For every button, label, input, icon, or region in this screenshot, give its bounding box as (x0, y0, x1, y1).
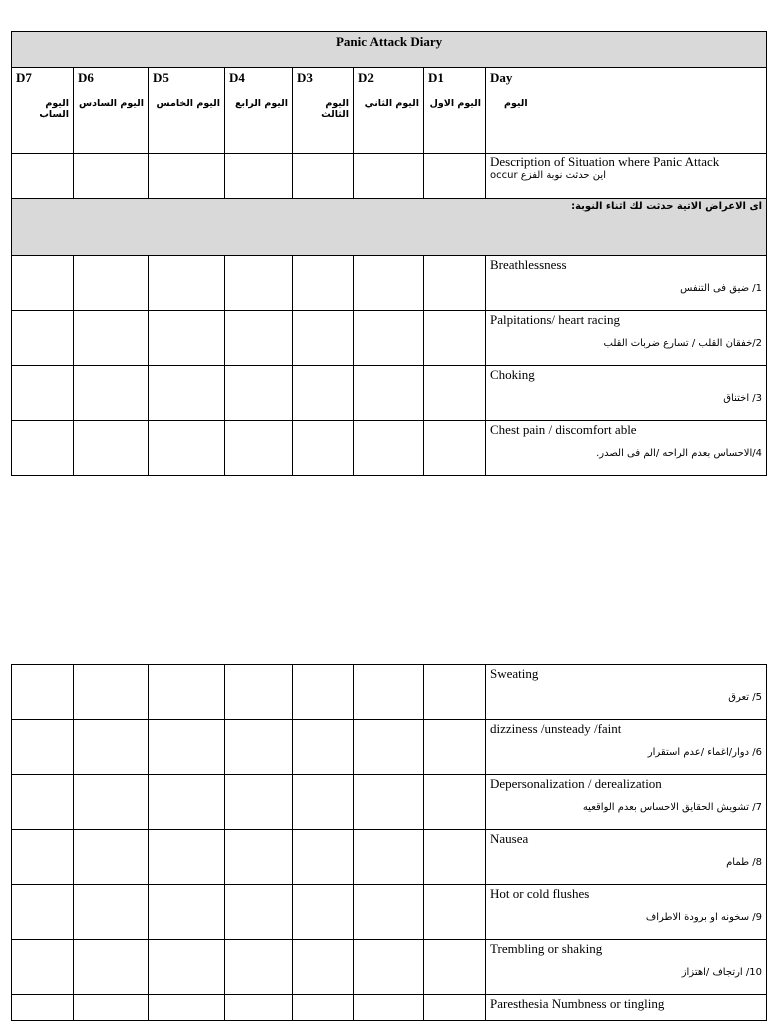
entry-cell[interactable] (424, 311, 486, 366)
symptom-arabic: 4/الاحساس بعدم الراحه /الم فى الصدر. (596, 448, 763, 459)
entry-cell[interactable] (354, 885, 424, 940)
symptom-label (486, 775, 767, 830)
symptom-label (486, 256, 767, 311)
entry-cell[interactable] (12, 154, 74, 199)
entry-cell[interactable] (225, 775, 293, 830)
entry-cell[interactable] (12, 311, 74, 366)
panic-diary-table (11, 31, 767, 476)
entry-cell[interactable] (424, 775, 486, 830)
symptom-arabic: 8/ طمام (726, 857, 762, 868)
entry-cell[interactable] (354, 995, 424, 1021)
entry-cell[interactable] (74, 775, 149, 830)
day-header-d6 (74, 68, 149, 154)
symptom-row (12, 995, 767, 1021)
description-arabic: اين حدثت نوبة الفزع (520, 170, 606, 181)
day-arabic: اليوم الثالث (321, 98, 349, 120)
symptoms-section-heading: اى الاعراض الاتية حدثت لك اثناء النوبة: (12, 199, 767, 256)
entry-cell[interactable] (293, 885, 354, 940)
entry-cell[interactable] (293, 154, 354, 199)
entry-cell[interactable] (354, 366, 424, 421)
day-header-d5 (149, 68, 225, 154)
day-header-d2 (354, 68, 424, 154)
entry-cell[interactable] (225, 720, 293, 775)
description-english: Description of Situation where Panic Attack (490, 154, 720, 169)
entry-cell[interactable] (12, 775, 74, 830)
day-arabic: اليوم السادس (79, 98, 144, 109)
symptom-arabic: 5/ تعرق (728, 692, 762, 703)
day-arabic: اليوم الاول (429, 98, 481, 109)
symptom-row (12, 940, 767, 995)
symptom-row (12, 775, 767, 830)
entry-cell[interactable] (74, 421, 149, 476)
symptom-row (12, 665, 767, 720)
entry-cell[interactable] (354, 720, 424, 775)
entry-cell[interactable] (424, 421, 486, 476)
entry-cell[interactable] (12, 366, 74, 421)
day-arabic: اليوم الرابع (235, 98, 288, 109)
entry-cell[interactable] (225, 366, 293, 421)
entry-cell[interactable] (225, 830, 293, 885)
day-header-row (12, 68, 767, 154)
symptom-english: Breathlessness (490, 257, 567, 272)
symptom-arabic: 3/ اختناق (723, 393, 763, 404)
entry-cell[interactable] (424, 154, 486, 199)
entry-cell[interactable] (225, 154, 293, 199)
symptom-english: Palpitations/ heart racing (490, 312, 620, 327)
entry-cell[interactable] (293, 665, 354, 720)
entry-cell[interactable] (293, 995, 354, 1021)
symptom-english: Sweating (490, 666, 539, 681)
entry-cell[interactable] (149, 720, 225, 775)
entry-cell[interactable] (225, 256, 293, 311)
symptom-row (12, 311, 767, 366)
symptom-arabic: 6/ دوار/اغماء /عدم استقرار (647, 747, 762, 758)
symptom-english: Paresthesia Numbness or tingling (490, 996, 665, 1011)
day-header-d3 (293, 68, 354, 154)
entry-cell[interactable] (74, 665, 149, 720)
description-label (486, 154, 767, 199)
entry-cell[interactable] (12, 665, 74, 720)
day-code: D2 (358, 70, 374, 85)
entry-cell[interactable] (354, 256, 424, 311)
entry-cell[interactable] (354, 940, 424, 995)
symptom-label (486, 830, 767, 885)
symptom-label (486, 885, 767, 940)
entry-cell[interactable] (424, 256, 486, 311)
day-code: D1 (428, 70, 444, 85)
entry-cell[interactable] (293, 830, 354, 885)
title-row (12, 32, 767, 68)
description-second-line (490, 170, 762, 181)
entry-cell[interactable] (293, 256, 354, 311)
symptom-label (486, 720, 767, 775)
day-header-d4 (225, 68, 293, 154)
symptom-arabic: 2/خفقان القلب / تسارع ضربات القلب (603, 338, 763, 349)
symptom-english: Hot or cold flushes (490, 886, 590, 901)
entry-cell[interactable] (149, 775, 225, 830)
symptom-label (486, 940, 767, 995)
entry-cell[interactable] (354, 665, 424, 720)
entry-cell[interactable] (74, 366, 149, 421)
entry-cell[interactable] (12, 995, 74, 1021)
entry-cell[interactable] (74, 256, 149, 311)
entry-cell[interactable] (225, 665, 293, 720)
entry-cell[interactable] (12, 256, 74, 311)
entry-cell[interactable] (225, 995, 293, 1021)
entry-cell[interactable] (74, 830, 149, 885)
diary-title: Panic Attack Diary (12, 32, 767, 68)
entry-cell[interactable] (149, 995, 225, 1021)
day-header-d7 (12, 68, 74, 154)
entry-cell[interactable] (74, 311, 149, 366)
symptom-row (12, 366, 767, 421)
symptom-row (12, 256, 767, 311)
symptom-arabic: 9/ سخونه او برودة الاطراف (645, 912, 762, 923)
entry-cell[interactable] (225, 421, 293, 476)
entry-cell[interactable] (424, 720, 486, 775)
day-code: D7 (16, 70, 32, 85)
entry-cell[interactable] (149, 366, 225, 421)
entry-cell[interactable] (149, 665, 225, 720)
day-label-arabic: اليوم (504, 98, 528, 109)
symptom-label (486, 311, 767, 366)
entry-cell[interactable] (12, 720, 74, 775)
symptom-row (12, 720, 767, 775)
entry-cell[interactable] (424, 885, 486, 940)
entry-cell[interactable] (424, 366, 486, 421)
entry-cell[interactable] (74, 940, 149, 995)
symptom-english: Depersonalization / derealization (490, 776, 662, 791)
symptom-arabic: 1/ ضيق فى التنفس (680, 283, 763, 294)
entry-cell[interactable] (74, 995, 149, 1021)
day-arabic: اليوم الساب (39, 98, 69, 120)
entry-cell[interactable] (424, 940, 486, 995)
entry-cell[interactable] (293, 366, 354, 421)
entry-cell[interactable] (149, 154, 225, 199)
entry-cell[interactable] (12, 940, 74, 995)
entry-cell[interactable] (149, 256, 225, 311)
entry-cell[interactable] (354, 830, 424, 885)
symptom-row (12, 421, 767, 476)
entry-cell[interactable] (354, 311, 424, 366)
symptom-arabic: 7/ تشويش الحقايق الاحساس بعدم الواقعيه (582, 802, 762, 813)
symptom-english: Choking (490, 367, 535, 382)
entry-cell[interactable] (225, 885, 293, 940)
entry-cell[interactable] (74, 720, 149, 775)
entry-cell[interactable] (12, 830, 74, 885)
day-code: D3 (297, 70, 313, 85)
entry-cell[interactable] (225, 311, 293, 366)
symptom-label (486, 995, 767, 1021)
entry-cell[interactable] (424, 665, 486, 720)
entry-cell[interactable] (293, 311, 354, 366)
entry-cell[interactable] (293, 775, 354, 830)
entry-cell[interactable] (293, 940, 354, 995)
symptom-arabic: 10/ ارتجاف /اهتزاز (681, 967, 762, 978)
entry-cell[interactable] (225, 940, 293, 995)
day-code: D6 (78, 70, 94, 85)
entry-cell[interactable] (424, 995, 486, 1021)
symptom-label (486, 366, 767, 421)
day-code: D4 (229, 70, 245, 85)
entry-cell[interactable] (293, 421, 354, 476)
symptoms-section-row (12, 199, 767, 256)
entry-cell[interactable] (354, 421, 424, 476)
description-english-suffix: occur (490, 170, 518, 181)
symptom-english: dizziness /unsteady /faint (490, 721, 622, 736)
entry-cell[interactable] (149, 940, 225, 995)
symptom-row (12, 885, 767, 940)
entry-cell[interactable] (149, 885, 225, 940)
entry-cell[interactable] (149, 421, 225, 476)
day-label-header (486, 68, 767, 154)
entry-cell[interactable] (74, 154, 149, 199)
entry-cell[interactable] (12, 885, 74, 940)
symptom-english: Nausea (490, 831, 529, 846)
day-arabic: اليوم الثاني (364, 98, 419, 109)
day-header-d1 (424, 68, 486, 154)
entry-cell[interactable] (12, 421, 74, 476)
symptom-label (486, 665, 767, 720)
day-label-english: Day (490, 70, 513, 85)
symptom-row (12, 830, 767, 885)
entry-cell[interactable] (149, 830, 225, 885)
entry-cell[interactable] (424, 830, 486, 885)
entry-cell[interactable] (354, 775, 424, 830)
entry-cell[interactable] (74, 885, 149, 940)
day-code: D5 (153, 70, 169, 85)
entry-cell[interactable] (354, 154, 424, 199)
symptom-english: Trembling or shaking (490, 941, 603, 956)
panic-diary-table-continued (11, 664, 767, 1021)
entry-cell[interactable] (293, 720, 354, 775)
entry-cell[interactable] (149, 311, 225, 366)
description-row (12, 154, 767, 199)
symptom-english: Chest pain / discomfort able (490, 422, 637, 437)
symptom-label (486, 421, 767, 476)
day-arabic: اليوم الخامس (156, 98, 220, 109)
